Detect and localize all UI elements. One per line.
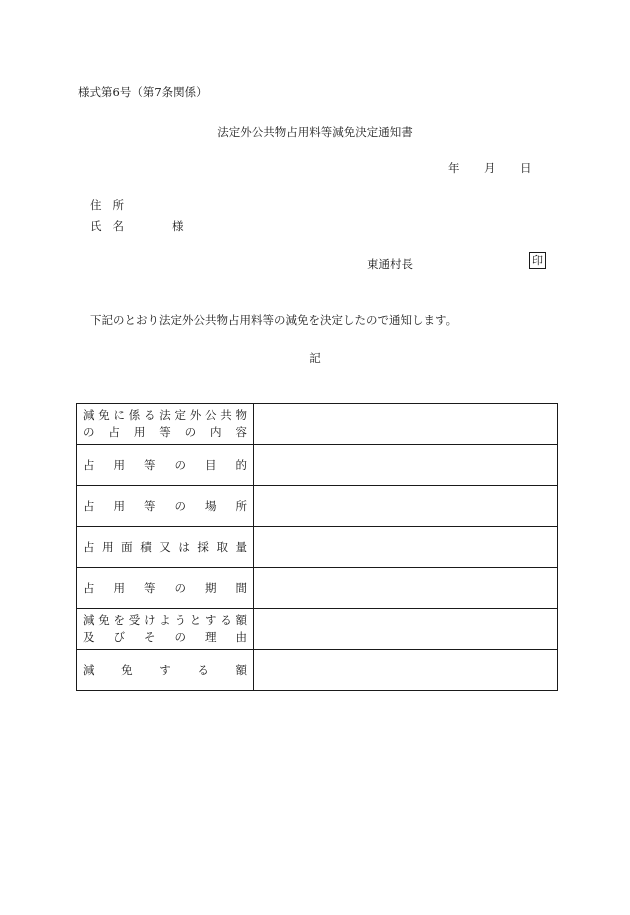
date-day-label: 日 [520,161,532,175]
row-label-line1: 占 用 等 の 目 的 [83,457,247,472]
document-title: 法定外公共物占用料等減免決定通知書 [217,125,413,139]
table-row [77,445,558,486]
row-label-line1: 占 用 等 の 期 間 [83,580,247,595]
row-label-line2: の 占 用 等 の 内 容 [83,425,247,439]
body-text: 下記のとおり法定外公共物占用料等の減免を決定したので通知します。 [90,313,458,327]
date-month-label: 月 [484,161,496,175]
row-label-cell [77,568,254,609]
row-label-line1: 減 免 に 係 る 法 定 外 公 共 物 [83,408,247,422]
row-label-cell [77,445,254,486]
row-value-cell[interactable] [254,486,558,527]
table-row [77,486,558,527]
seal-mark: 印 [529,252,546,269]
row-value-cell[interactable] [254,445,558,486]
date-year-label: 年 [448,161,460,175]
form-number: 様式第6号（第7条関係） [78,85,208,99]
row-label-cell [77,527,254,568]
row-label-cell [77,486,254,527]
row-value-cell[interactable] [254,527,558,568]
table-row [77,404,558,445]
row-label-line2: 及 び そ の 理 由 [83,630,247,644]
row-value-cell[interactable] [254,609,558,650]
row-value-cell[interactable] [254,568,558,609]
honorific: 様 [172,219,184,233]
ki-heading: 記 [309,351,321,365]
name-label: 氏名 [90,219,135,233]
row-label-cell [77,650,254,691]
row-label-line1: 減 免 す る 額 [83,662,247,677]
row-label-line1: 占 用 面 積 又 は 採 取 量 [83,539,247,554]
address-label: 住所 [90,198,135,212]
table-row [77,609,558,650]
table-row [77,568,558,609]
row-label-line1: 減 免 を 受 け よ う と す る 額 [83,613,247,627]
row-label-line1: 占 用 等 の 場 所 [83,498,247,513]
details-table [76,403,558,691]
row-label-cell [77,609,254,650]
table-row [77,527,558,568]
row-value-cell[interactable] [254,650,558,691]
row-value-cell[interactable] [254,404,558,445]
issuer-name: 東通村長 [367,257,413,271]
date-line [448,160,532,176]
table-row [77,650,558,691]
row-label-cell [77,404,254,445]
